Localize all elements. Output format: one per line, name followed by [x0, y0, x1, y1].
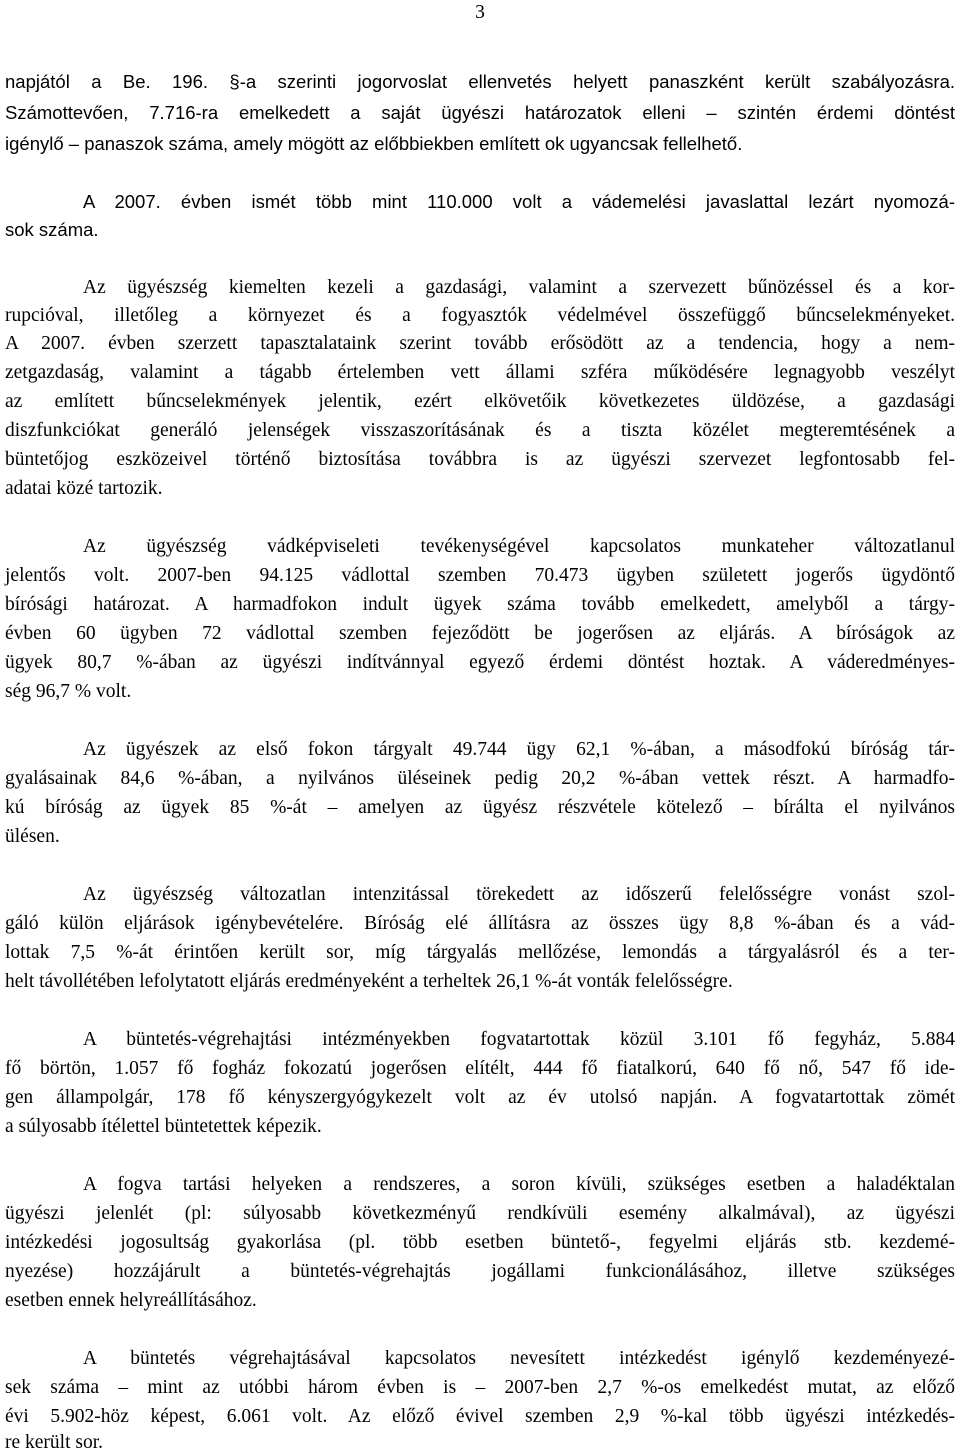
text-line: intézkedési jogosultság gyakorlása (pl. több esetben büntető-, fegyelmi eljárás stb. kezdemé- [5, 1232, 955, 1253]
text-line: zetgazdaság, valamint a tágabb értelemben vett állami szféra működésére legnagyobb veszélyt [5, 362, 955, 383]
text-line: Az ügyészség vádképviseleti tevékenységével kapcsolatos munkateher változatlanul [83, 536, 955, 557]
text-line: gen állampolgár, 178 fő kényszergyógykezelt volt az év utolsó napján. A fogvatartottak zömét [5, 1087, 955, 1108]
text-line: A büntetés végrehajtásával kapcsolatos nevesített intézkedést igénylő kezdeményezé- [83, 1348, 955, 1369]
page-number: 3 [475, 2, 485, 23]
text-line: Az ügyészség változatlan intenzitással törekedett az időszerű felelősségre vonást szol- [83, 884, 955, 905]
text-line: diszfunkciókat generáló jelenségek visszaszorításának és a tiszta közélet megteremtésének a [5, 420, 955, 441]
text-line: A fogva tartási helyeken a rendszeres, a soron kívüli, szükséges esetben a haladéktalan [83, 1174, 955, 1195]
text-line: évi 5.902-höz képest, 6.061 volt. Az előző évivel szemben 2,9 %-kal több ügyészi intézkedés- [5, 1406, 955, 1427]
text-line: nyezése) hozzájárult a büntetés-végrehajtás jogállami funkcionálásához, illetve szükséges [5, 1261, 955, 1282]
text-line: a súlyosabb ítélettel büntetettek képezik. [5, 1116, 322, 1137]
text-line: jelentős volt. 2007-ben 94.125 vádlottal szemben 70.473 ügyben született jogerős ügydöntő [5, 565, 955, 586]
text-line: esetben ennek helyreállításához. [5, 1290, 257, 1311]
text-line: gyalásainak 84,6 %-ában, a nyilvános üléseinek pedig 20,2 %-ában vettek részt. A harmadfo- [5, 768, 955, 789]
text-line: kú bíróság az ügyek 85 %-át – amelyen az ügyész részvétele kötelező – bírálta el nyilvános [5, 797, 955, 818]
text-line: sok száma. [5, 219, 99, 240]
text-line: igénylő – panaszok száma, amely mögött az előbbiekben említett ok ugyancsak fellelhető. [5, 133, 743, 154]
text-line: helt távollétében lefolytatott eljárás eredményeként a terheltek 26,1 %-át vonták felelősségre. [5, 971, 733, 992]
text-line: Az ügyészek az első fokon tárgyalt 49.744 ügy 62,1 %-ában, a másodfokú bíróság tár- [83, 739, 955, 760]
text-line: fő börtön, 1.057 fő fogház fokozatú jogerősen elítélt, 444 fő fiatalkorú, 640 fő nő, 547 fő ide- [5, 1058, 955, 1079]
text-line: A 2007. évben szerzett tapasztalataink szerint tovább erősödött az a tendencia, hogy a nem- [5, 333, 955, 354]
text-line: rupcióval, illetőleg a környezet és a fogyasztók védelmével összefüggő bűncselekményeket. [5, 305, 955, 326]
text-line: napjától a Be. 196. §-a szerinti jogorvoslat ellenvetés helyett panaszként került szabályozásra. [5, 71, 955, 92]
text-line: adatai közé tartozik. [5, 478, 163, 499]
text-line: ülésen. [5, 826, 60, 847]
text-line: sek száma – mint az utóbbi három évben is – 2007-ben 2,7 %-os emelkedést mutat, az előző [5, 1377, 955, 1398]
text-line: lottak 7,5 %-át érintően került sor, míg tárgyalás mellőzése, lemondás a tárgyalásról és a ter- [5, 942, 955, 963]
text-line: A büntetés-végrehajtási intézményekben fogvatartottak közül 3.101 fő fegyház, 5.884 [83, 1029, 955, 1050]
text-line: ügyek 80,7 %-ában az ügyészi indítvánnyal egyező érdemi döntést hoztak. A váderedményes- [5, 652, 955, 673]
text-line: ség 96,7 % volt. [5, 681, 132, 702]
text-line: Az ügyészség kiemelten kezeli a gazdasági, valamint a szervezett bűnözéssel és a kor- [83, 277, 955, 298]
text-line: az említett bűncselekmények jelentik, ezért elkövetőik következetes üldözése, a gazdasági [5, 391, 955, 412]
text-line: gáló külön eljárások igénybevételére. Bíróság elé állításra az összes ügy 8,8 %-ában és a vád- [5, 913, 955, 934]
text-line: re került sor. [5, 1432, 104, 1453]
text-line: évben 60 ügyben 72 vádlottal szemben fejeződött be jogerősen az eljárás. A bíróságok az [5, 623, 955, 644]
text-line: ügyészi jelenlét (pl: súlyosabb következményű rendkívüli esemény alkalmával), az ügyészi [5, 1203, 955, 1224]
text-line: büntetőjog eszközeivel történő biztosítása továbbra is az ügyészi szervezet legfontosabb fel- [5, 449, 955, 470]
text-line: A 2007. évben ismét több mint 110.000 volt a vádemelési javaslattal lezárt nyomozá- [83, 191, 955, 212]
text-line: Számottevően, 7.716-ra emelkedett a saját ügyészi határozatok elleni – szintén érdemi döntést [5, 102, 955, 123]
text-line: bírósági határozat. A harmadfokon indult ügyek száma tovább emelkedett, amelyből a tárgy- [5, 594, 955, 615]
